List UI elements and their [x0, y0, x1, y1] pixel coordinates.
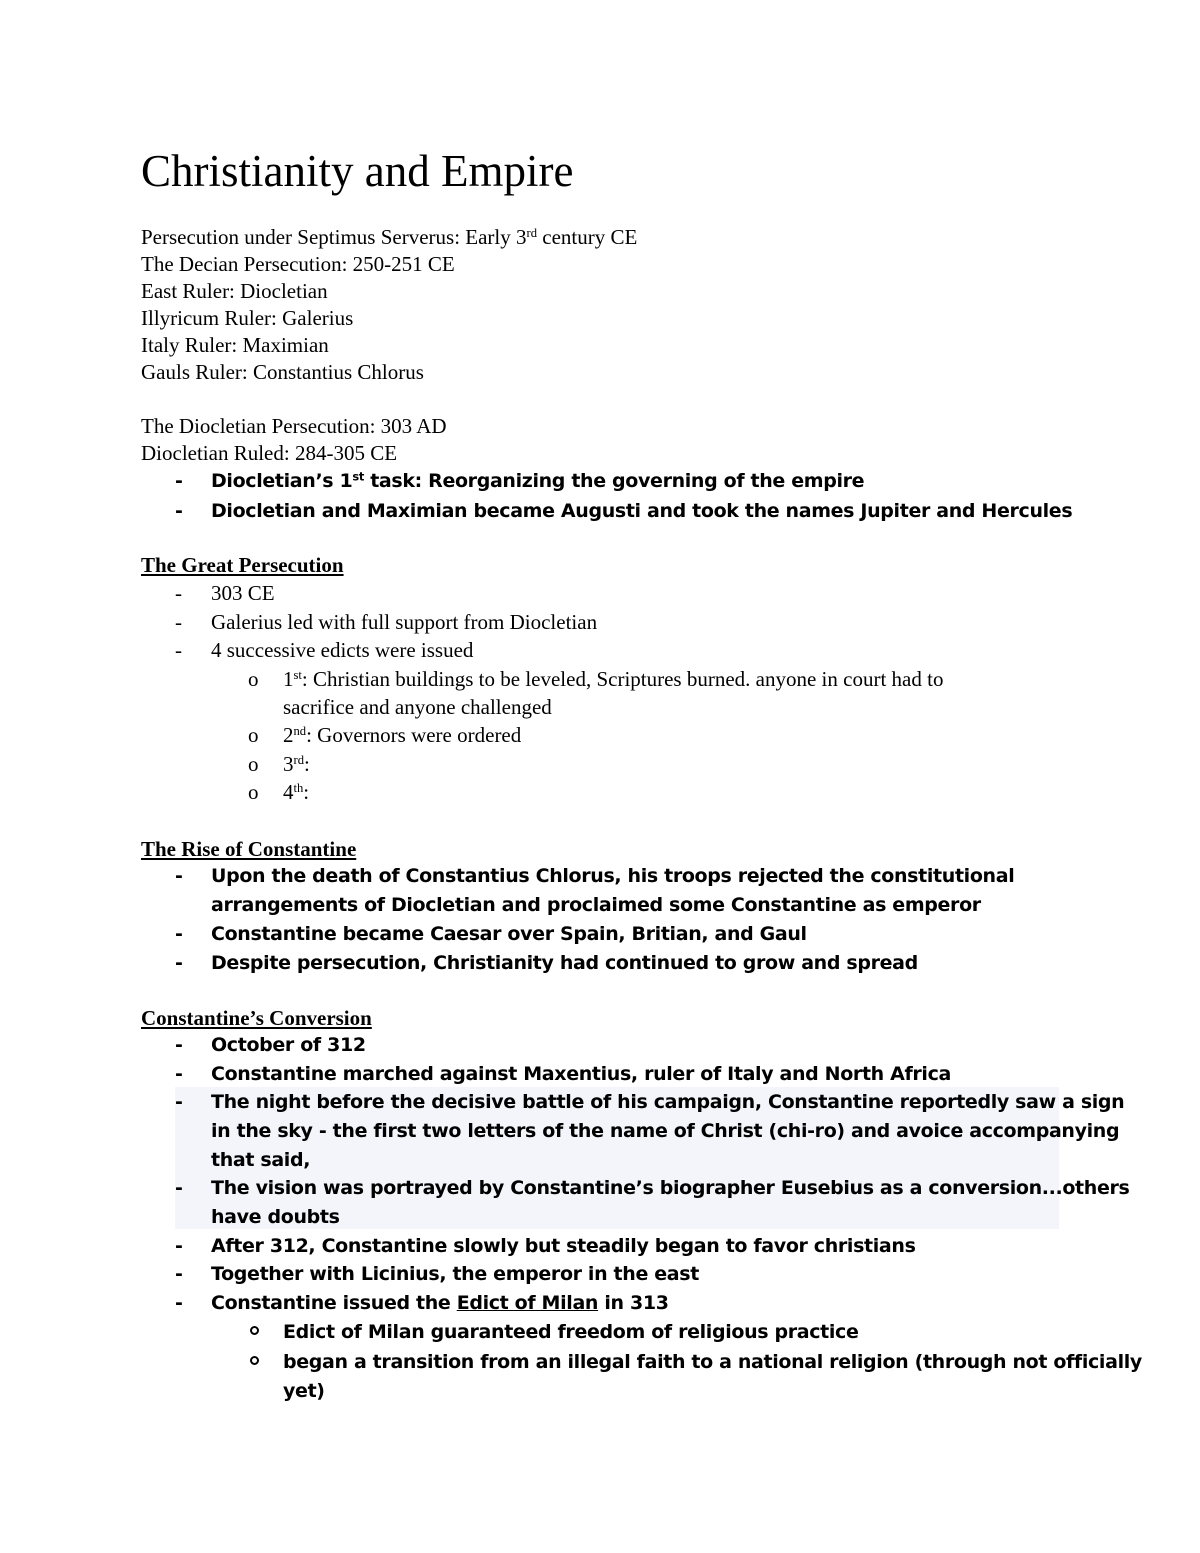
conversion-bullet-3-line-3: that said,	[211, 1149, 311, 1171]
sub-bullet-marker: o	[248, 723, 259, 747]
intro-line-gauls-ruler: Gauls Ruler: Constantius Chlorus	[141, 360, 424, 384]
dash-marker: -	[175, 500, 183, 522]
conversion-bullet-4-line-2: have doubts	[211, 1206, 340, 1228]
dash-marker: -	[175, 1292, 183, 1314]
dash-marker: -	[175, 1034, 183, 1056]
edict-3-line: 3rd:	[283, 752, 310, 776]
edict-1-line-1: 1st: Christian buildings to be leveled, Scriptures burned. anyone in court had to	[283, 667, 944, 691]
edict-1-line-2: sacrifice and anyone challenged	[283, 695, 552, 719]
diocletian-ruled-line: Diocletian Ruled: 284-305 CE	[141, 441, 398, 465]
conversion-bullet-2: Constantine marched against Maxentius, ruler of Italy and North Africa	[211, 1063, 951, 1085]
rise-bullet-3: Despite persecution, Christianity had continued to grow and spread	[211, 952, 918, 974]
conversion-bullet-3-line-2: in the sky - the first two letters of the name of Christ (chi-ro) and avoice accompanying	[211, 1120, 1120, 1142]
conversion-bullet-3-line-1: The night before the decisive battle of his campaign, Constantine reportedly saw a sign	[211, 1091, 1125, 1113]
great-persecution-bullet-3: 4 successive edicts were issued	[211, 638, 474, 662]
diocletian-bullet-2: Diocletian and Maximian became Augusti and took the names Jupiter and Hercules	[211, 500, 1073, 522]
dash-marker: -	[175, 610, 182, 634]
intro-line-septimus: Persecution under Septimus Serverus: Early 3rd century CE	[141, 225, 638, 249]
great-persecution-heading: The Great Persecution	[141, 553, 344, 577]
conversion-bullet-5: After 312, Constantine slowly but steadily began to favor christians	[211, 1235, 916, 1257]
dash-marker: -	[175, 1235, 183, 1257]
edict-2-line: 2nd: Governors were ordered	[283, 723, 522, 747]
conversion-sub-2-line-2: yet)	[283, 1380, 325, 1402]
dash-marker: -	[175, 865, 183, 887]
rise-constantine-heading: The Rise of Constantine	[141, 837, 357, 861]
conversion-bullet-1: October of 312	[211, 1034, 366, 1056]
dash-marker: -	[175, 1177, 183, 1199]
dash-marker: -	[175, 1263, 183, 1285]
edict-of-milan-link: Edict of Milan	[456, 1292, 599, 1314]
intro-line-illyricum-ruler: Illyricum Ruler: Galerius	[141, 306, 354, 330]
dash-marker: -	[175, 470, 183, 492]
sub-bullet-marker: o	[248, 752, 259, 776]
conversion-bullet-7: Constantine issued the Edict of Milan in 313	[211, 1292, 669, 1314]
intro-line-italy-ruler: Italy Ruler: Maximian	[141, 333, 329, 357]
great-persecution-bullet-1: 303 CE	[211, 581, 275, 605]
conversion-sub-2-line-1: began a transition from an illegal faith to a national religion (through not officially	[283, 1351, 1142, 1373]
diocletian-persecution-line: The Diocletian Persecution: 303 AD	[141, 414, 447, 438]
diocletian-bullet-1: Diocletian’s 1st task: Reorganizing the governing of the empire	[211, 469, 865, 492]
circle-bullet-icon	[250, 1356, 259, 1365]
rise-bullet-2: Constantine became Caesar over Spain, Britian, and Gaul	[211, 923, 807, 945]
intro-line-decian: The Decian Persecution: 250-251 CE	[141, 252, 455, 276]
rise-bullet-1-line-2: arrangements of Diocletian and proclaimed some Constantine as emperor	[211, 894, 981, 916]
conversion-sub-1: Edict of Milan guaranteed freedom of religious practice	[283, 1321, 859, 1343]
dash-marker: -	[175, 952, 183, 974]
intro-line-east-ruler: East Ruler: Diocletian	[141, 279, 328, 303]
dash-marker: -	[175, 923, 183, 945]
circle-bullet-icon	[250, 1326, 259, 1335]
sub-bullet-marker: o	[248, 667, 259, 691]
dash-marker: -	[175, 1091, 183, 1113]
document-title: Christianity and Empire	[141, 146, 574, 196]
sub-bullet-marker: o	[248, 780, 259, 804]
dash-marker: -	[175, 638, 182, 662]
dash-marker: -	[175, 581, 182, 605]
rise-bullet-1-line-1: Upon the death of Constantius Chlorus, his troops rejected the constitutional	[211, 865, 1015, 887]
conversion-bullet-4-line-1: The vision was portrayed by Constantine’s biographer Eusebius as a conversion...others	[211, 1177, 1130, 1199]
conversion-bullet-6: Together with Licinius, the emperor in the east	[211, 1263, 699, 1285]
great-persecution-bullet-2: Galerius led with full support from Diocletian	[211, 610, 598, 634]
edict-4-line: 4th:	[283, 780, 310, 804]
conversion-heading: Constantine’s Conversion	[141, 1006, 372, 1030]
dash-marker: -	[175, 1063, 183, 1085]
